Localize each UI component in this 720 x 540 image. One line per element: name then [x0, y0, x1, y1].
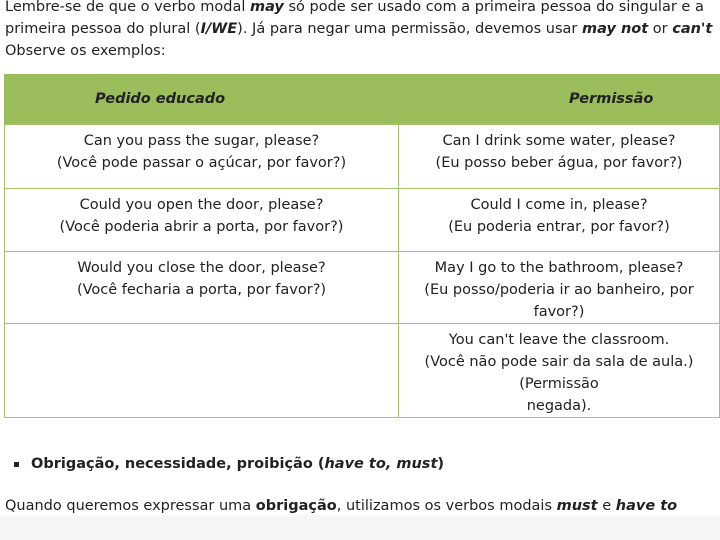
- table-cell-request: Can you pass the sugar, please? (Você pode passar o açúcar, por favor?): [5, 125, 399, 189]
- page-bottom-overlay: [0, 515, 720, 540]
- intro-paragraph: [5, 0, 720, 62]
- intro-line-2: primeira pessoa do plural (I/WE). Já para negar uma permissão, devemos usar may not or can't: [5, 21, 713, 37]
- table-row: [5, 324, 720, 418]
- header-permission: Permissão: [399, 74, 720, 125]
- table-row: [5, 189, 720, 252]
- header-polite-request: Pedido educado: [5, 74, 399, 125]
- bullet-item-obligation: Obrigação, necessidade, proibição (have to, must): [14, 456, 444, 472]
- table-cell-permission: Could I come in, please? (Eu poderia entrar, por favor?): [399, 189, 720, 252]
- bottom-paragraph: Quando queremos expressar uma obrigação, utilizamos os verbos modais must e have to: [5, 498, 678, 514]
- table-header-row: [5, 74, 720, 125]
- bullet-icon: [14, 462, 19, 467]
- table-cell-permission: You can't leave the classroom. (Você não pode sair da sala de aula.) (Permissão negada).: [399, 324, 720, 418]
- table-cell-request: Would you close the door, please? (Você fecharia a porta, por favor?): [5, 252, 399, 324]
- table-cell-permission: May I go to the bathroom, please? (Eu posso/poderia ir ao banheiro, por favor?): [399, 252, 720, 324]
- examples-table: [4, 74, 720, 418]
- intro-line-3: Observe os exemplos:: [5, 43, 166, 59]
- table-row: [5, 125, 720, 189]
- intro-line-1: Lembre-se de que o verbo modal may só pode ser usado com a primeira pessoa do singular e a: [5, 0, 704, 15]
- table-cell-permission: Can I drink some water, please? (Eu posso beber água, por favor?): [399, 125, 720, 189]
- table-row: [5, 252, 720, 324]
- table-cell-request-empty: [5, 324, 399, 418]
- table-cell-request: Could you open the door, please? (Você poderia abrir a porta, por favor?): [5, 189, 399, 252]
